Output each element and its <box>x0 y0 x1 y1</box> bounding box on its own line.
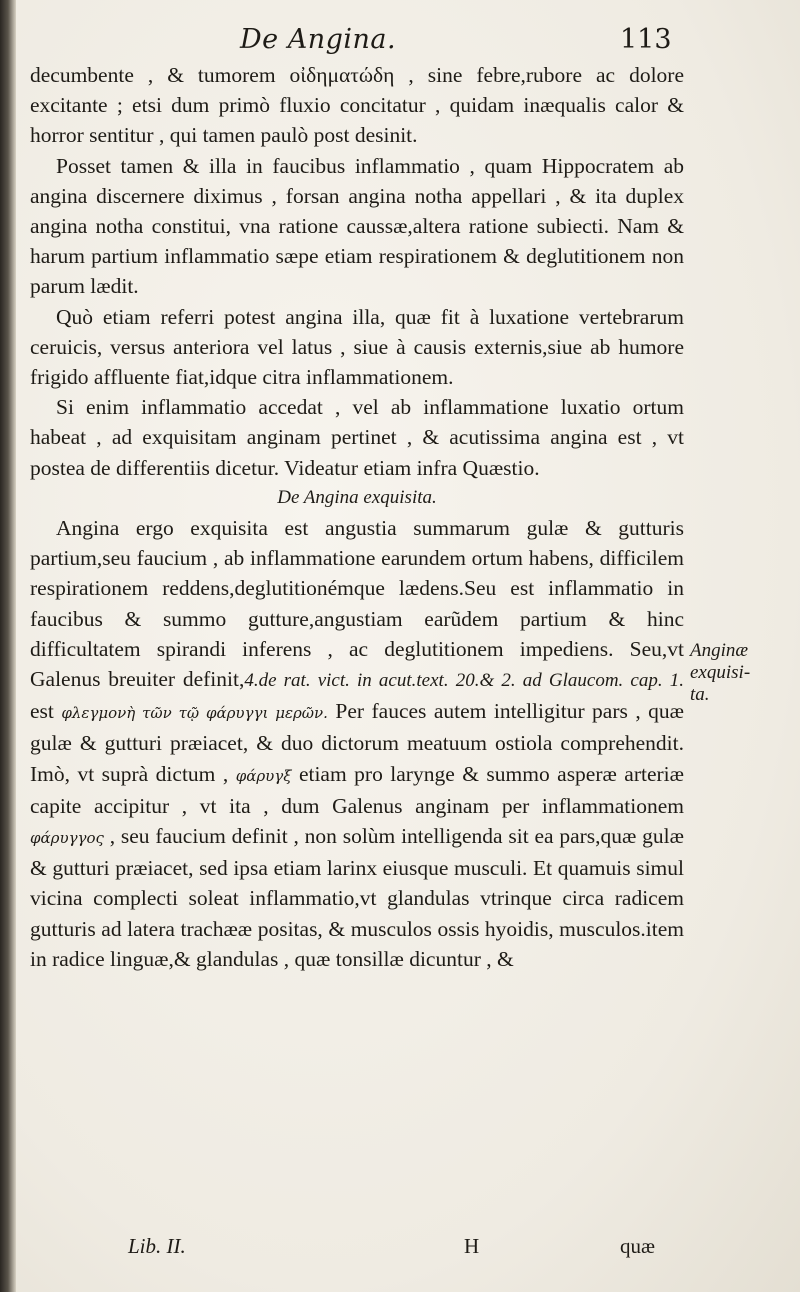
paragraph-5-text-d: etiam pro larynge & summo asperæ arteriæ capite accipitur , vt ita , dum Galenus anginam per inflammationem <box>30 761 684 818</box>
running-title: De Angina. <box>240 24 397 55</box>
paragraph-4: Si enim inflammatio accedat , vel ab inflammatione luxatio ortum habeat , ad exquisitam anginam pertinet , & acutissima angina est , vt postea de differentiis dicetur. Videatur etiam infra Quæstio. <box>30 395 684 480</box>
galen-reference: 4.de rat. vict. in acut.text. 20.& 2. ad Glaucom. cap. 1. <box>244 670 684 692</box>
section-heading: De Angina exquisita. <box>277 486 437 508</box>
marginal-note <box>690 640 790 706</box>
marginal-note-line-3: ta. <box>690 684 710 705</box>
greek-term-pharynx: φάρυγξ <box>235 766 292 785</box>
paragraph-5-text-b: est <box>30 699 62 724</box>
paragraph-5-text-e: , seu faucium definit , non solùm intelligenda sit ea pars,quæ gulæ & gutturi præiacet, sed ipsa etiam larinx eiusque musculi. Et quamuis simul vicina complecti soleat inflammatio,vt glandulas vtrinque circa radicem gutturis ad latera trachææ positas, & musculos ossis hyoidis, musculos.item in radice linguæ,& glandulas , quæ tonsillæ dicuntur , & <box>30 824 684 971</box>
body-text <box>30 60 684 974</box>
catchword: quæ <box>620 1234 656 1258</box>
paragraph-2: Posset tamen & illa in faucibus inflammatio , quam Hippocratem ab angina discernere diximus , forsan angina notha appellari , & ita duplex angina notha constitui, vna ratione caussæ,altera ratione subiecti. Nam & harum partium inflammatio sæpe etiam respirationem & deglutitionem non parum lædit. <box>30 153 684 299</box>
paragraph-3: Quò etiam referri potest angina illa, quæ fit à luxatione vertebrarum ceruicis, versus anteriora vel latus , siue à causis externis,siue ab humore frigido affluente fiat,idque citra inflammationem. <box>30 304 684 390</box>
greek-definition: φλεγμονὴ τῶν τῷ φάρυγγι μερῶν. <box>61 704 328 723</box>
marginal-note-line-1: Anginæ <box>690 640 749 661</box>
paragraph-5-text-c: Per fauces autem intelligitur pars , quæ gulæ & gutturi præiacet, & duo dictorum meatuum ostiola comprehendit. Imò, vt suprà dictum , <box>30 699 684 786</box>
binding-gutter <box>0 0 16 1292</box>
page-header <box>0 20 800 60</box>
page-footer <box>0 1234 800 1268</box>
book-mark: Lib. II. <box>128 1234 186 1258</box>
greek-term-pharyngos: φάρυγγος <box>30 829 104 848</box>
paragraph-1: decumbente , & tumorem οἰδηματώδη , sine febre,rubore ac dolore excitante ; etsi dum primò fluxio concitatur , quidam inæqualis calor & horror sentitur , qui tamen paulò post desinit. <box>30 63 684 148</box>
paragraph-5-text-a: Angina ergo exquisita est angustia summarum gulæ & gutturis partium,seu faucium , ab inflammatione earundem ortum habens, difficilem respirationem reddens,deglutitionémque lædens.Seu est inflammatio in faucibus & summo gutture,angustiam earũdem partium & hinc difficultatem spirandi inferens , ac deglutitionem impediens. Seu,vt Galenus breuiter definit, <box>30 516 684 692</box>
signature-mark: H <box>464 1234 480 1258</box>
page-number: 113 <box>620 24 672 55</box>
marginal-note-line-2: exquisi- <box>690 662 751 683</box>
paragraph-5 <box>30 513 684 974</box>
